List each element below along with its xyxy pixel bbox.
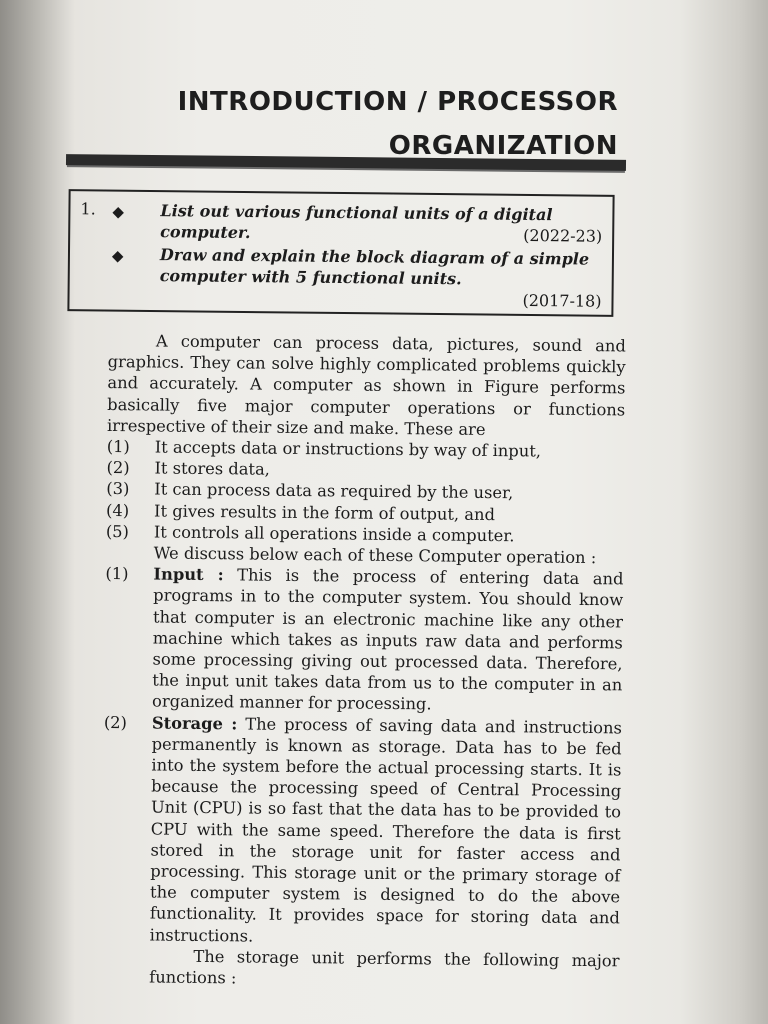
chapter-title-line-1: INTRODUCTION / PROCESSOR: [177, 87, 618, 117]
operation-text: It stores data,: [154, 458, 271, 479]
question-number: 1.: [80, 199, 96, 219]
discuss-line: We discuss below each of these Computer operation :: [153, 543, 597, 568]
detail-text: The process of saving data and instructions permanently is known as storage. Data has to be fed into the system before the actual processing starts. It is because the processing speed of Central Processing Unit (CPU) is so fast that the data has to be provided to CPU with the same speed. Therefore the data is first stored in the storage unit for faster access and processing. This storage unit or the primary storage of the computer system is designed to do the above functionality. It provides space for storing data and instructions.: [149, 714, 622, 946]
operation-text: It accepts data or instructions by way of input,: [154, 437, 542, 461]
operation-number: (3): [106, 479, 130, 499]
detail-term: Storage :: [151, 713, 238, 734]
question-box: [67, 189, 614, 317]
detail-term: Input :: [153, 564, 224, 585]
operation-text: It gives results in the form of output, and: [154, 501, 496, 524]
question-year: (2017-18): [522, 290, 602, 311]
intro-paragraph: A computer can process data, pictures, sound and graphics. They can solve highly complicated problems quickly and accurately. A computer as shown in Figure performs basically five major computer operations or functions irrespective of their size and make. These are: [106, 331, 626, 439]
diamond-bullet-icon: ◆: [111, 246, 124, 265]
question-year: (2022-23): [523, 225, 603, 246]
closing-paragraph: The storage unit performs the following major functions :: [149, 946, 620, 988]
chapter-title-line-2: ORGANIZATION: [388, 131, 618, 161]
detail-item-storage: [102, 712, 622, 951]
chapter-title: [178, 80, 618, 168]
operation-text: It can process data as required by the user,: [154, 479, 514, 503]
diamond-bullet-icon: ◆: [112, 202, 125, 221]
question-text: List out various functional units of a digital computer.: [160, 201, 553, 243]
body-text: [101, 330, 626, 993]
operation-number: (2): [106, 458, 130, 478]
detail-number: (2): [103, 712, 128, 732]
question-item: [113, 244, 602, 312]
operation-number: (1): [106, 437, 130, 457]
question-text: Draw and explain the block diagram of a simple computer with 5 functional units.: [159, 245, 590, 289]
operation-number: (5): [105, 521, 130, 542]
detail-item-input: [104, 563, 624, 717]
operation-number: (4): [106, 500, 130, 520]
question-item: [114, 200, 602, 247]
operation-text: It controls all operations inside a computer.: [153, 522, 515, 546]
detail-number: (1): [105, 564, 129, 584]
detail-text: This is the process of entering data and programs in to the computer system. You should know that computer is an electronic machine like any other machine which takes as inputs raw data and performs some processing giving out processed data. Therefore, the input unit takes data from us to the computer in an organized manner for processing.: [152, 565, 624, 714]
